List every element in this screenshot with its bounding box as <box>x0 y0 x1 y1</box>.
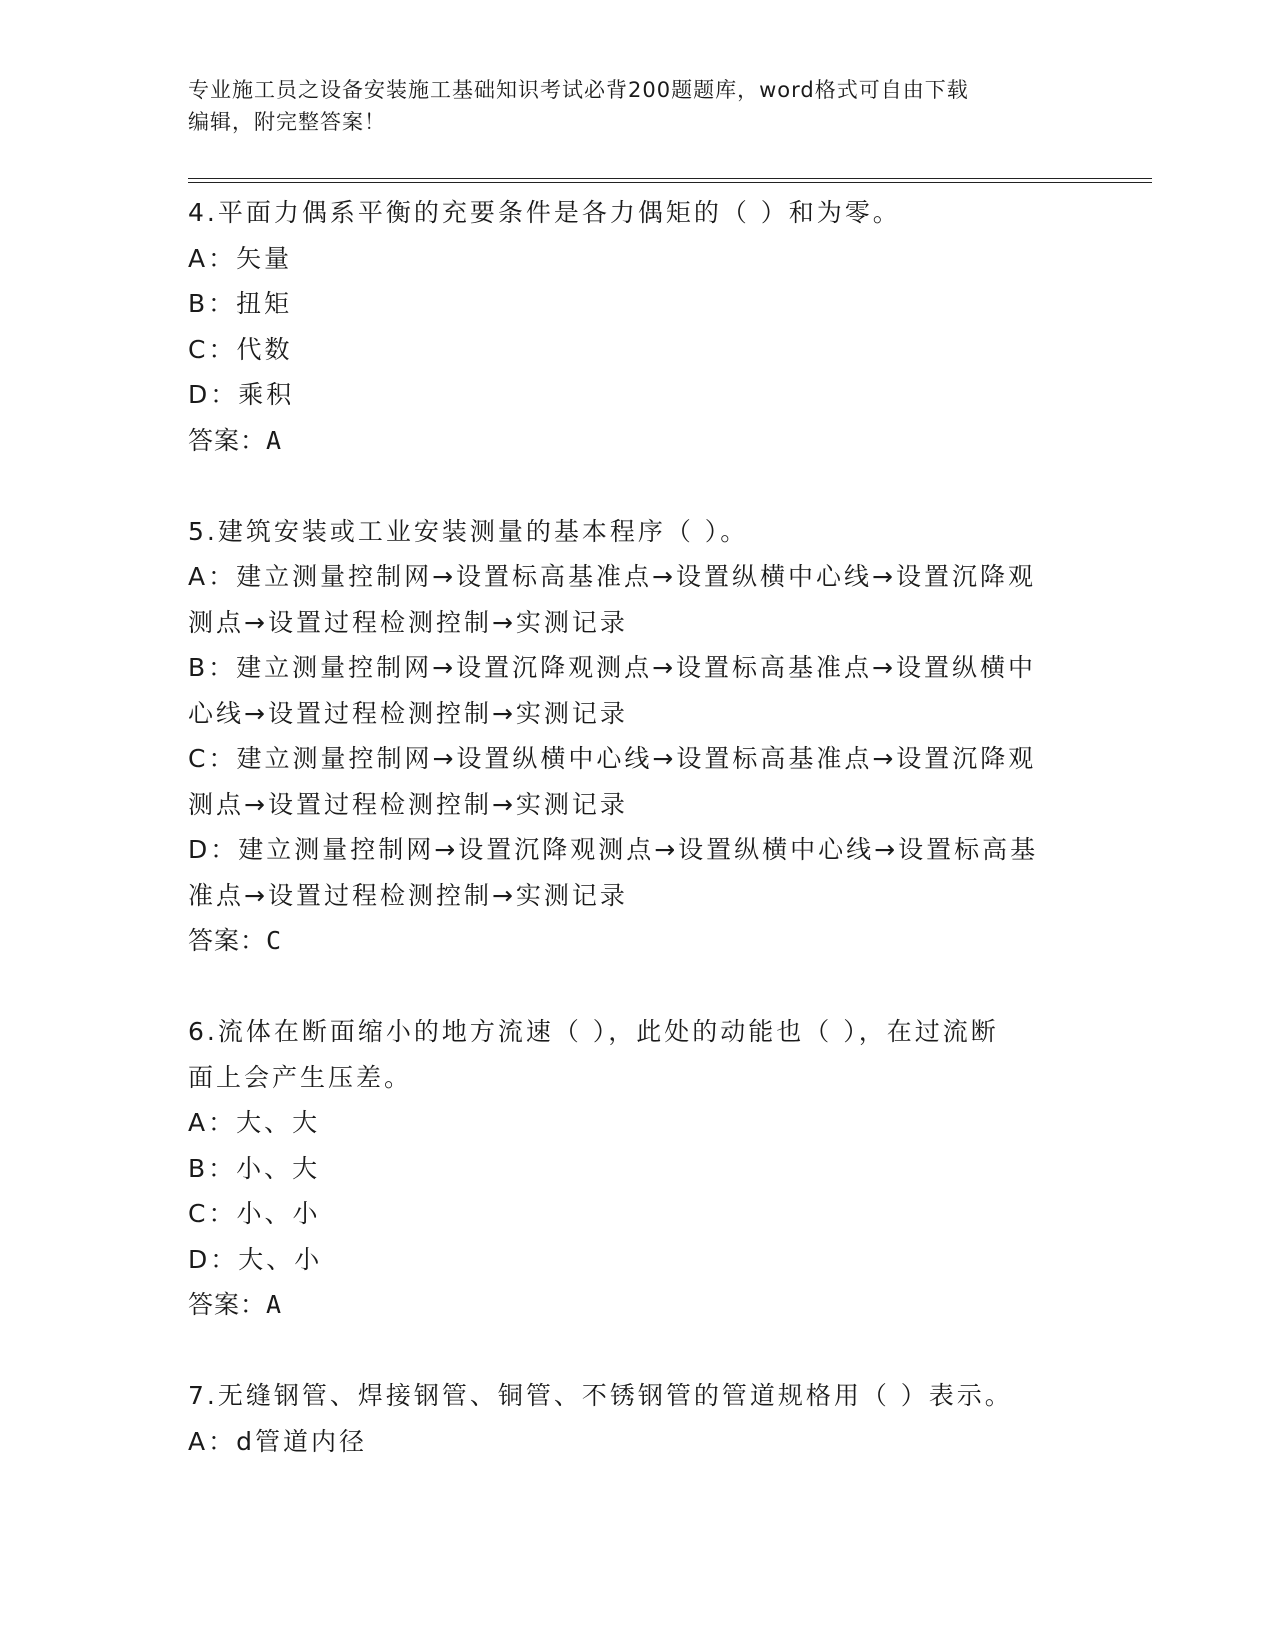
answer <box>188 418 1088 464</box>
option-c: C：小、小 <box>188 1199 321 1228</box>
question-stem-line-2: 面上会产生压差。 <box>188 1062 413 1092</box>
option-a-line-1: A：建立测量控制网→设置标高基准点→设置纵横中心线→设置沉降观 <box>188 562 1036 591</box>
question-stem: 5.建筑安装或工业安装测量的基本程序（ ）。 <box>188 516 749 546</box>
header-title-line-1: 专业施工员之设备安装施工基础知识考试必背200题题库，word格式可自由下载 <box>188 78 969 102</box>
option-b: B：小、大 <box>188 1153 321 1183</box>
question-4 <box>188 190 1088 463</box>
option-d: D：大、小 <box>188 1244 323 1274</box>
question-stem: 4.平面力偶系平衡的充要条件是各力偶矩的（ ）和为零。 <box>188 198 901 227</box>
answer-value: A <box>266 1290 283 1319</box>
header-divider-top <box>188 178 1152 179</box>
option-a: A：d管道内径 <box>188 1426 367 1456</box>
option-c: C：代数 <box>188 334 293 364</box>
option-d-line-1: D：建立测量控制网→设置沉降观测点→设置纵横中心线→设置标高基 <box>188 835 1039 864</box>
option-a-line-2: 测点→设置过程检测控制→实测记录 <box>188 607 628 637</box>
answer-value: C <box>266 926 283 955</box>
document-header <box>188 74 1068 138</box>
answer <box>188 918 1088 964</box>
question-5 <box>188 509 1088 964</box>
question-7 <box>188 1373 1088 1464</box>
answer-label: 答案： <box>188 926 267 955</box>
option-a: A：大、大 <box>188 1108 321 1137</box>
answer-label: 答案： <box>188 1290 267 1319</box>
option-b-line-2: 心线→设置过程检测控制→实测记录 <box>188 698 628 728</box>
option-d: D：乘积 <box>188 380 295 409</box>
header-divider-bottom <box>188 182 1152 183</box>
header-title-line-2: 编辑，附完整答案！ <box>188 110 386 134</box>
option-b: B：扭矩 <box>188 289 293 318</box>
question-list <box>188 190 1088 1510</box>
answer <box>188 1282 1088 1328</box>
option-b-line-1: B：建立测量控制网→设置沉降观测点→设置标高基准点→设置纵横中 <box>188 653 1036 682</box>
question-6 <box>188 1009 1088 1328</box>
option-a: A：矢量 <box>188 243 293 273</box>
answer-value: A <box>266 425 283 455</box>
answer-label: 答案： <box>188 425 267 455</box>
option-c-line-1: C：建立测量控制网→设置纵横中心线→设置标高基准点→设置沉降观 <box>188 744 1037 773</box>
option-c-line-2: 测点→设置过程检测控制→实测记录 <box>188 789 628 819</box>
option-d-line-2: 准点→设置过程检测控制→实测记录 <box>188 880 628 910</box>
question-stem-line-1: 6.流体在断面缩小的地方流速（ ），此处的动能也（ ），在过流断 <box>188 1017 999 1046</box>
question-stem: 7.无缝钢管、焊接钢管、铜管、不锈钢管的管道规格用（ ）表示。 <box>188 1381 1013 1410</box>
